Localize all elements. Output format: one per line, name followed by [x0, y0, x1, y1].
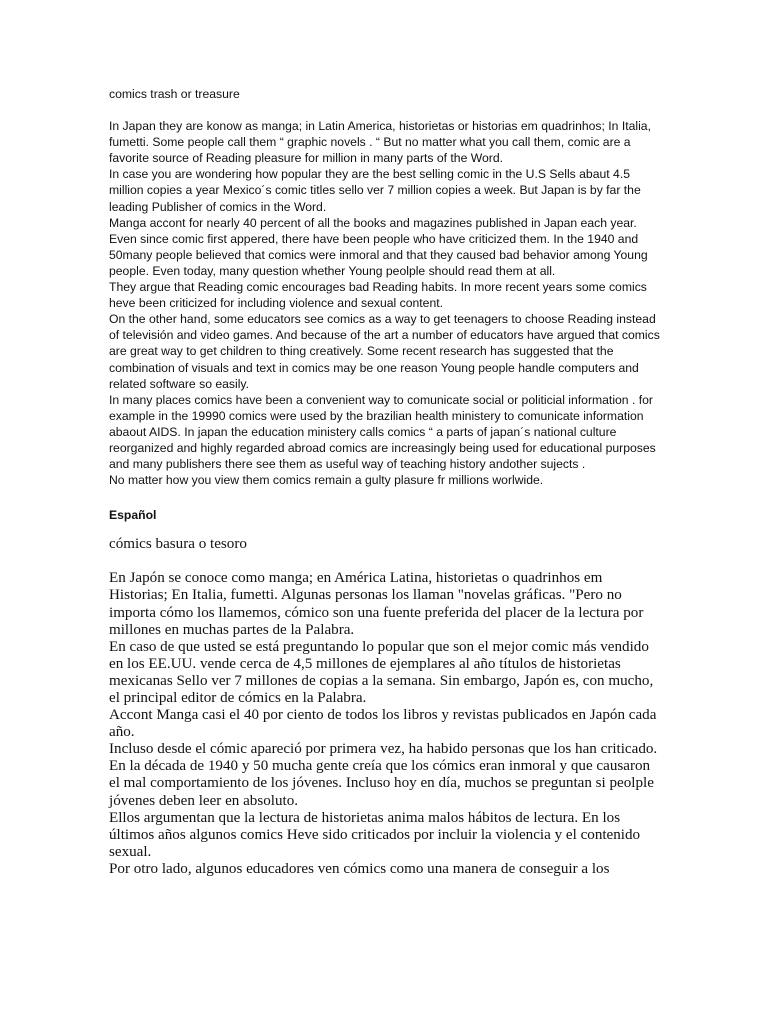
english-paragraph: Even since comic first appered, there have been people who have criticized them. In the 1940 and 50many people believed that comics were inmoral and that they caused bad behavior among Young people. Even today, many question whether Young peolple should read them at all.	[109, 231, 648, 278]
document-body	[109, 86, 661, 878]
english-paragraph: In case you are wondering how popular they are the best selling comic in the U.S Sells abaut 4.5 million copies a year Mexico´s comic titles sello ver 7 million copies a week. But Japan is by far the leading Publisher of comics in the Word.	[109, 167, 641, 214]
spanish-section	[109, 536, 661, 878]
spanish-paragraph: Accont Manga casi el 40 por ciento de todos los libros y revistas publicados en Japón cada año.	[109, 707, 657, 741]
spanish-paragraph: Por otro lado, algunos educadores ven cómics como una manera de conseguir a los	[109, 860, 610, 877]
spanish-title: cómics basura o tesoro	[109, 536, 247, 553]
english-section	[109, 86, 661, 488]
spanish-paragraph: Incluso desde el cómic apareció por primera vez, ha habido personas que los han criticado. En la década de 1940 y 50 mucha gente creía que los cómics eran inmoral y que causaron el mal comportamiento de los jóvenes. Incluso hoy en día, muchos se preguntan si peolple jóvenes deben leer en absoluto.	[109, 741, 658, 809]
english-title: comics trash or treasure	[109, 87, 240, 101]
spanish-paragraph: En Japón se conoce como manga; en América Latina, historietas o quadrinhos em Historias; En Italia, fumetti. Algunas personas los llaman "novelas gráficas. "Pero no importa cómo los llamemos, cómico son una fuente preferida del placer de la lectura por millones en muchas partes de la Palabra.	[109, 570, 644, 638]
english-paragraph: In Japan they are konow as manga; in Latin America, historietas or historias em quadrinhos; In Italia, fumetti. Some people call them “ graphic novels . “ But no matter what you call them, comic are a favorite source of Reading pleasure for million in many parts of the Word.	[109, 119, 651, 166]
english-paragraph: In many places comics have been a convenient way to comunicate social or politicial information . for example in the 19990 comics were used by the brazilian health ministery to comunicate information abaout AIDS. In japan the education ministery calls comics “ a parts of japan´s national culture reorganized and highly regarded abroad comics are increasingly being used for educational purposes and many publishers there see them as useful way of teaching history andother sujects .	[109, 392, 656, 472]
english-paragraph: They argue that Reading comic encourages bad Reading habits. In more recent years some comics heve been criticized for including violence and sexual content.	[109, 280, 647, 311]
spanish-paragraph: Ellos argumentan que la lectura de historietas anima malos hábitos de lectura. En los últimos años algunos comics Heve sido criticados por incluir la violencia y el contenido sexual.	[109, 809, 641, 860]
english-paragraph: On the other hand, some educators see comics as a way to get teenagers to choose Reading instead of televisión and video games. And because of the art a number of educators have argued that comics are great way to get children to thing creatively. Some recent research has suggested that the combination of visuals and text in comics may be one reason Young people handle computers and related software so easily.	[109, 312, 660, 391]
spanish-heading: Español	[109, 508, 157, 523]
spanish-paragraph: En caso de que usted se está preguntando lo popular que son el mejor comic más vendido en los EE.UU. vende cerca de 4,5 millones de ejemplares al año títulos de historietas mexicanas Sello ver 7 millones de copias a la semana. Sin embargo, Japón es, con mucho, el principal editor de cómics en la Palabra.	[109, 638, 654, 706]
english-paragraph: No matter how you view them comics remain a gulty plasure fr millions worlwide.	[109, 473, 544, 488]
english-paragraph: Manga accont for nearly 40 percent of all the books and magazines published in Japan each year.	[109, 215, 637, 230]
